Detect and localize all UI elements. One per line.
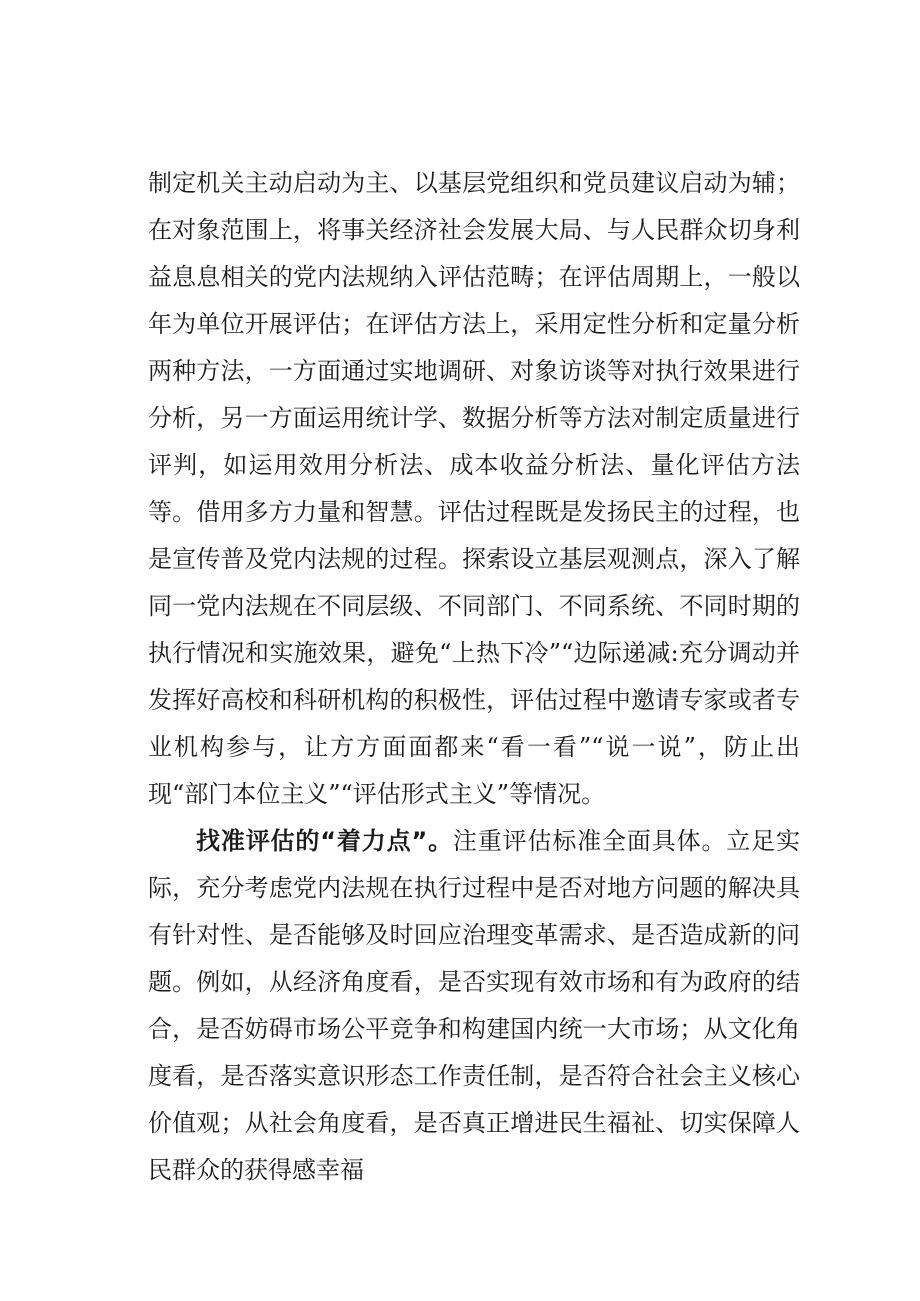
paragraph-section (148, 818, 800, 1194)
document-body (148, 160, 800, 1194)
paragraph-continued: 制定机关主动启动为主、以基层党组织和党员建议启动为辅；在对象范围上，将事关经济社会发展大局、与人民群众切身利益息息相关的党内法规纳入评估范畴；在评估周期上，一般以年为单位开展评估；在评估方法上，采用定性分析和定量分析两种方法，一方面通过实地调研、对象访谈等对执行效果进行分析，另一方面运用统计学、数据分析等方法对制定质量进行评判，如运用效用分析法、成本收益分析法、量化评估方法等。借用多方力量和智慧。评估过程既是发扬民主的过程，也是宣传普及党内法规的过程。探索设立基层观测点，深入了解同一党内法规在不同层级、不同部门、不同系统、不同时期的执行情况和实施效果，避免“上热下冷”“边际递减:充分调动并发挥好高校和科研机构的积极性，评估过程中邀请专家或者专业机构参与，让方方面面都来“看一看”“说一说”，防止出现“部门本位主义”“评估形式主义”等情况。 (148, 169, 800, 808)
section-heading-lead: 找准评估的“着力点”。 (196, 827, 453, 855)
section-body-text: 注重评估标准全面具体。立足实际，充分考虑党内法规在执行过程中是否对地方问题的解决具有针对性、是否能够及时回应治理变革需求、是否造成新的问题。例如，从经济角度看，是否实现有效市场和有为政府的结合，是否妨碍市场公平竞争和构建国内统一大市场；从文化角度看，是否落实意识形态工作责任制，是否符合社会主义核心价值观；从社会角度看，是否真正增进民生福祉、切实保障人民群众的获得感幸福 (148, 827, 800, 1184)
